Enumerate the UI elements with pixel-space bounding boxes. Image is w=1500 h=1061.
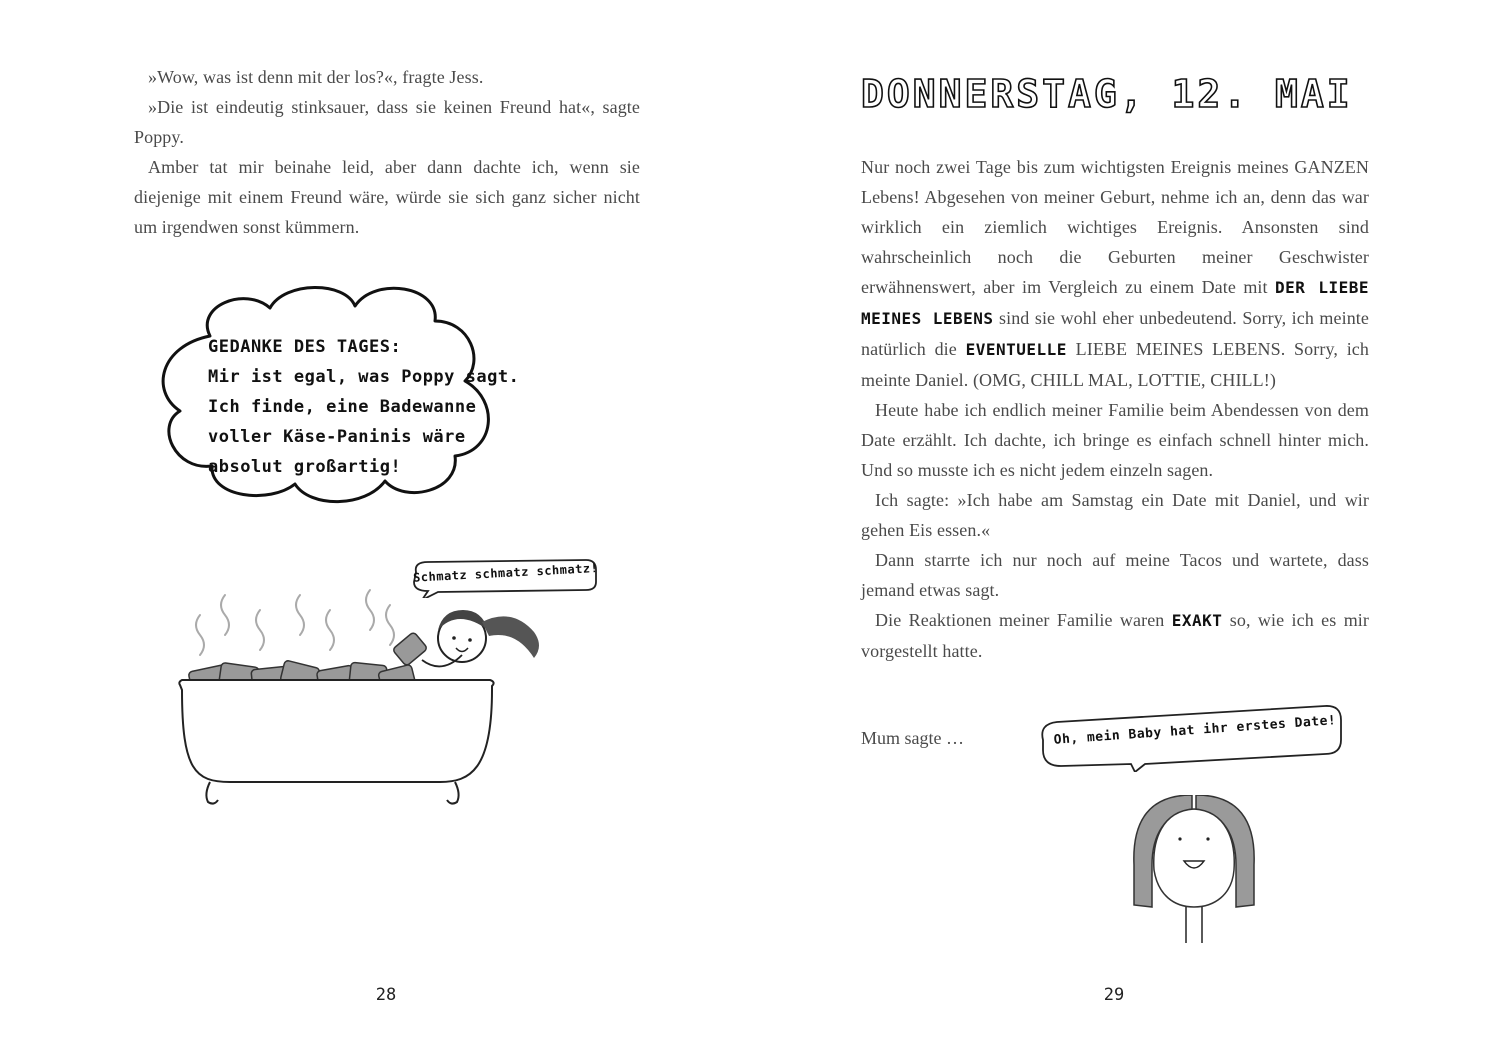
thought-line: GEDANKE DES TAGES: [208,337,402,357]
right-page-text [861,152,1369,666]
paragraph: Ich sagte: »Ich habe am Samstag ein Date mit Daniel, und wir gehen Eis essen.« [861,490,1369,540]
thought-line: absolut großartig! [208,457,402,477]
handwritten-emphasis: EVENTUELLE [965,340,1067,359]
speech-text: Schmatz schmatz schmatz! [412,561,599,585]
paragraph [861,605,1369,666]
text-segment: so, wie ich es mir vorgestellt hatte. [861,610,1369,661]
right-page [750,0,1500,1061]
paragraph: »Wow, was ist denn mit der los?«, fragte Jess. [148,67,484,87]
speech-text: Oh, mein Baby hat ihr erstes Date! [1053,713,1337,748]
thought-line: Mir ist egal, was Poppy sagt. [208,367,520,387]
thought-line: voller Käse-Paninis wäre [208,427,466,447]
chapter-heading: DONNERSTAG, 12. MAI [861,72,1353,116]
paragraph: Heute habe ich endlich meiner Familie beim Abendessen von dem Date erzählt. Ich dachte, ich bringe es einfach schnell hinter mich. Und so musste ich es nicht jedem einzeln sagen. [861,400,1369,480]
handwritten-emphasis: EXAKT [1171,611,1223,630]
mum-prompt: Mum sagte … [861,728,964,748]
paragraph: Dann starrte ich nur noch auf meine Tacos und wartete, dass jemand etwas sagt. [861,550,1369,600]
text-segment: LIEBE MEINES LEBENS. Sorry, ich meinte Daniel. (OMG, CHILL MAL, LOTTIE, CHILL!) [861,339,1369,390]
paragraph: »Die ist eindeutig stinksauer, dass sie keinen Freund hat«, sagte Poppy. [134,97,640,147]
thought-line: Ich finde, eine Badewanne [208,397,477,417]
page-number: 28 [375,985,397,1005]
text-segment: Die Reaktionen meiner Familie waren [875,610,1172,630]
paragraph [861,152,1369,395]
text-segment: Nur noch zwei Tage bis zum wichtigsten Ereignis meines GANZEN Lebens! Abgesehen von meiner Geburt, nehme ich an, denn das war wirklich ein ziemlich wichtiges Ereignis. Ansonsten sind wahrscheinlich noch die Geburten meiner Geschwister erwähnenswert, aber im Vergleich zu einem Date mit [861,157,1369,297]
left-page-text [134,62,640,242]
page-number: 29 [1103,985,1125,1005]
text-segment: sind sie wohl eher unbedeutend. Sorry, ich meinte natürlich die [861,308,1369,359]
mum-illustration [1130,795,1260,945]
paragraph: Amber tat mir beinahe leid, aber dann dachte ich, wenn sie diejenige mit einem Freund wäre, würde sie sich ganz sicher nicht um irgendwen sonst kümmern. [134,157,640,237]
thought-of-the-day [208,332,520,482]
handwritten-emphasis: DER LIEBE MEINES LEBENS [861,278,1369,328]
